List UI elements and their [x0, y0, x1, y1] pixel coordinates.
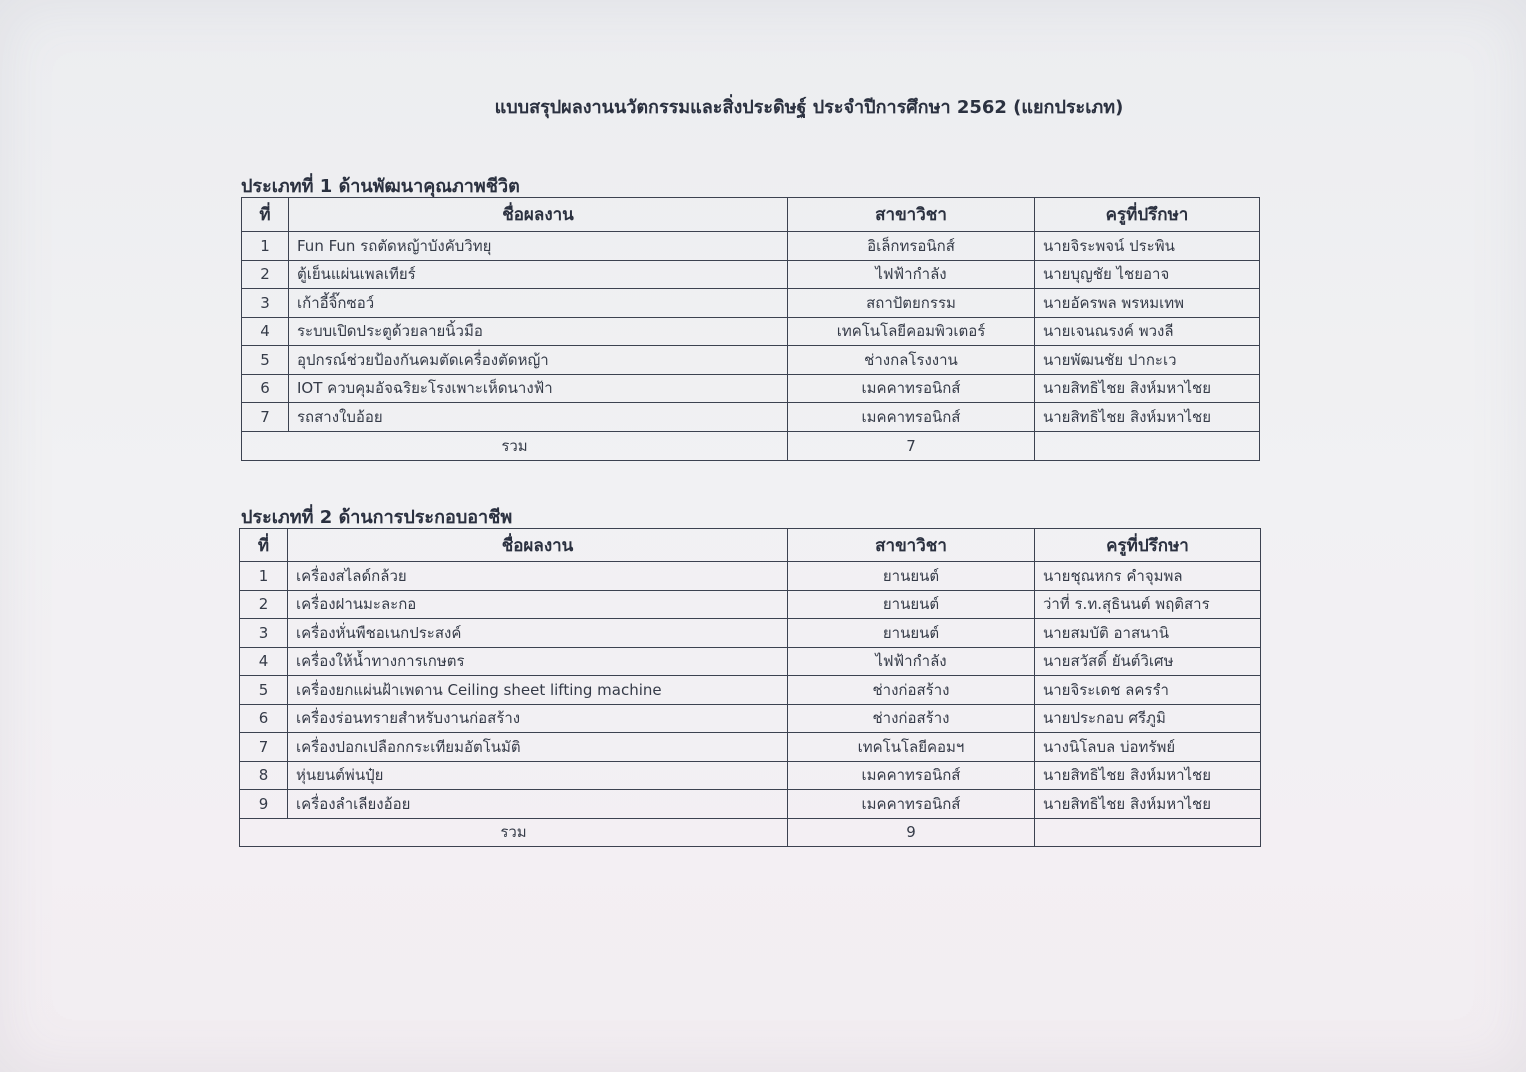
row-name: เครื่องหั่นพืชอเนกประสงค์: [288, 619, 788, 648]
row-dept: ช่างก่อสร้าง: [788, 704, 1035, 733]
row-no: 1: [240, 562, 288, 591]
total-row: [240, 818, 1261, 846]
row-advisor: นายชุณหกร คำจุมพล: [1035, 562, 1261, 591]
table-row: [240, 704, 1261, 733]
row-advisor: นายพัฒนชัย ปากะเว: [1035, 346, 1260, 375]
total-empty-cell: [1035, 431, 1260, 460]
row-no: 5: [240, 676, 288, 705]
row-name: ระบบเปิดประตูด้วยลายนิ้วมือ: [289, 317, 788, 346]
col-header-no: ที่: [240, 529, 288, 562]
table-row: [240, 647, 1261, 676]
row-name: เครื่องยกแผ่นฝ้าเพดาน Ceiling sheet lifting machine: [288, 676, 788, 705]
row-name: อุปกรณ์ช่วยป้องกันคมตัดเครื่องตัดหญ้า: [289, 346, 788, 375]
row-name: IOT ควบคุมอัจฉริยะโรงเพาะเห็ดนางฟ้า: [289, 374, 788, 403]
row-no: 6: [240, 704, 288, 733]
table-row: [242, 260, 1260, 289]
row-advisor: นายสิทธิไชย สิงห์มหาไชย: [1035, 790, 1261, 819]
row-name: เครื่องปอกเปลือกกระเทียมอัตโนมัติ: [288, 733, 788, 762]
row-advisor: นายสิทธิไชย สิงห์มหาไชย: [1035, 374, 1260, 403]
row-dept: เมคคาทรอนิกส์: [788, 374, 1035, 403]
row-name: เครื่องให้น้ำทางการเกษตร: [288, 647, 788, 676]
row-advisor: นายสวัสดิ์ ยันต์วิเศษ: [1035, 647, 1261, 676]
total-value: 9: [788, 818, 1035, 846]
row-no: 9: [240, 790, 288, 819]
row-advisor: นางนิโลบล บ่อทรัพย์: [1035, 733, 1261, 762]
row-no: 7: [242, 403, 289, 432]
row-dept: ไฟฟ้ากำลัง: [788, 647, 1035, 676]
row-no: 3: [242, 289, 289, 318]
row-dept: เทคโนโลยีคอมพิวเตอร์: [788, 317, 1035, 346]
table-row: [240, 790, 1261, 819]
row-no: 5: [242, 346, 289, 375]
row-name: Fun Fun รถตัดหญ้าบังคับวิทยุ: [289, 232, 788, 261]
row-no: 2: [242, 260, 289, 289]
row-advisor: นายสิทธิไชย สิงห์มหาไชย: [1035, 761, 1261, 790]
row-advisor: นายประกอบ ศรีภูมิ: [1035, 704, 1261, 733]
row-advisor: นายสิทธิไชย สิงห์มหาไชย: [1035, 403, 1260, 432]
row-dept: ยานยนต์: [788, 590, 1035, 619]
row-no: 4: [242, 317, 289, 346]
total-label: รวม: [240, 818, 788, 846]
col-header-dept: สาขาวิชา: [788, 529, 1035, 562]
table-header-row: [240, 529, 1261, 562]
col-header-name: ชื่อผลงาน: [289, 198, 788, 232]
table-row: [242, 317, 1260, 346]
col-header-advisor: ครูที่ปรึกษา: [1035, 198, 1260, 232]
row-dept: เทคโนโลยีคอมฯ: [788, 733, 1035, 762]
section-2-heading: ประเภทที่ 2 ด้านการประกอบอาชีพ: [241, 507, 513, 528]
document-title: แบบสรุปผลงานนวัตกรรมและสิ่งประดิษฐ์ ประจำปีการศึกษา 2562 (แยกประเภท): [494, 97, 1124, 118]
row-advisor: ว่าที่ ร.ท.สุธินนต์ พฤติสาร: [1035, 590, 1261, 619]
row-name: เครื่องสไลด์กล้วย: [288, 562, 788, 591]
table-header-row: [242, 198, 1260, 232]
row-no: 8: [240, 761, 288, 790]
row-advisor: นายจิระพจน์ ประพิน: [1035, 232, 1260, 261]
row-dept: เมคคาทรอนิกส์: [788, 790, 1035, 819]
row-name: ตู้เย็นแผ่นเพลเทียร์: [289, 260, 788, 289]
table-row: [240, 590, 1261, 619]
row-name: หุ่นยนต์พ่นปุ๋ย: [288, 761, 788, 790]
total-label: รวม: [242, 431, 788, 460]
total-row: [242, 431, 1260, 460]
section-1-heading: ประเภทที่ 1 ด้านพัฒนาคุณภาพชีวิต: [241, 176, 520, 197]
table-row: [240, 562, 1261, 591]
row-name: เครื่องลำเลียงอ้อย: [288, 790, 788, 819]
row-dept: อิเล็กทรอนิกส์: [788, 232, 1035, 261]
row-name: เครื่องร่อนทรายสำหรับงานก่อสร้าง: [288, 704, 788, 733]
row-advisor: นายอัครพล พรหมเทพ: [1035, 289, 1260, 318]
row-dept: ยานยนต์: [788, 562, 1035, 591]
row-no: 4: [240, 647, 288, 676]
table-row: [242, 346, 1260, 375]
row-dept: ช่างก่อสร้าง: [788, 676, 1035, 705]
row-dept: สถาปัตยกรรม: [788, 289, 1035, 318]
total-value: 7: [788, 431, 1035, 460]
row-dept: เมคคาทรอนิกส์: [788, 761, 1035, 790]
col-header-no: ที่: [242, 198, 289, 232]
row-dept: ยานยนต์: [788, 619, 1035, 648]
table-row: [242, 232, 1260, 261]
row-name: เครื่องฝานมะละกอ: [288, 590, 788, 619]
table-row: [240, 733, 1261, 762]
row-dept: ช่างกลโรงงาน: [788, 346, 1035, 375]
row-no: 1: [242, 232, 289, 261]
row-advisor: นายสมบัติ อาสนานิ: [1035, 619, 1261, 648]
row-advisor: นายบุญชัย ไชยอาจ: [1035, 260, 1260, 289]
row-advisor: นายจิระเดช ลครรำ: [1035, 676, 1261, 705]
section-2-table: [239, 528, 1261, 847]
row-dept: เมคคาทรอนิกส์: [788, 403, 1035, 432]
table-row: [240, 619, 1261, 648]
total-empty-cell: [1035, 818, 1261, 846]
col-header-name: ชื่อผลงาน: [288, 529, 788, 562]
table-row: [240, 761, 1261, 790]
table-row: [240, 676, 1261, 705]
col-header-dept: สาขาวิชา: [788, 198, 1035, 232]
row-no: 7: [240, 733, 288, 762]
col-header-advisor: ครูที่ปรึกษา: [1035, 529, 1261, 562]
table-row: [242, 403, 1260, 432]
row-advisor: นายเจนณรงค์ พวงลี: [1035, 317, 1260, 346]
table-row: [242, 374, 1260, 403]
row-no: 2: [240, 590, 288, 619]
table-row: [242, 289, 1260, 318]
row-no: 6: [242, 374, 289, 403]
row-no: 3: [240, 619, 288, 648]
row-name: เก้าอี้จิ๊กซอว์: [289, 289, 788, 318]
section-1-table: [241, 197, 1260, 461]
row-name: รถสางใบอ้อย: [289, 403, 788, 432]
row-dept: ไฟฟ้ากำลัง: [788, 260, 1035, 289]
